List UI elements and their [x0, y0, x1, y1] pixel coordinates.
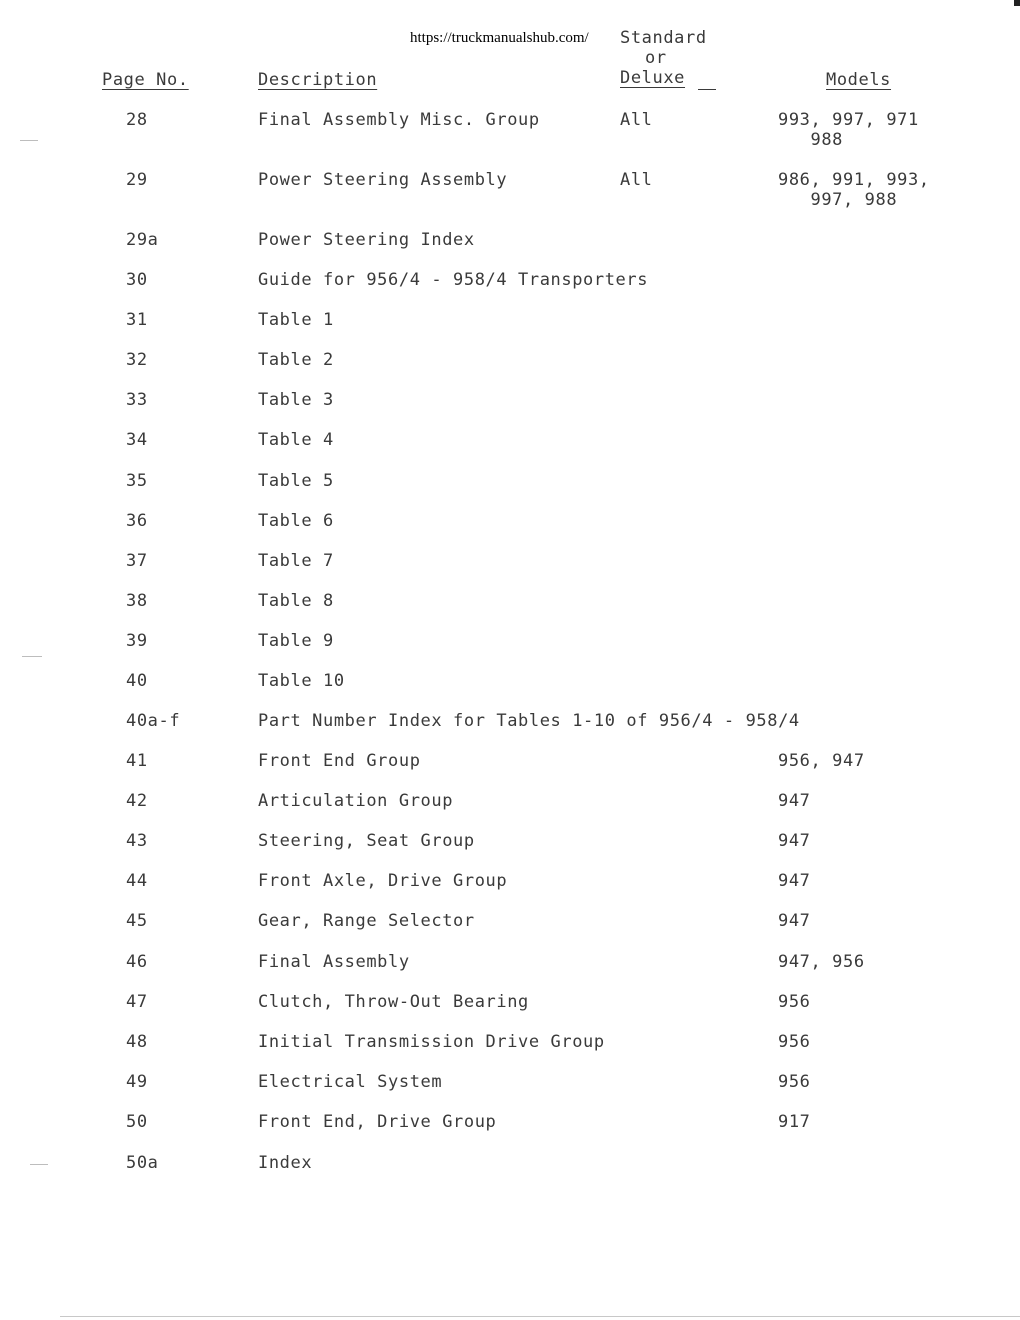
page-number: 43	[126, 831, 148, 851]
models: 988	[778, 130, 844, 150]
standard-or-deluxe: All	[620, 110, 653, 130]
description: Final Assembly Misc. Group	[258, 110, 540, 130]
page-number: 45	[126, 911, 148, 931]
table-row	[0, 1153, 1020, 1173]
scan-artifact	[20, 140, 38, 141]
page-number: 33	[126, 390, 148, 410]
page-number: 41	[126, 751, 148, 771]
description: Table 3	[258, 390, 334, 410]
description: Electrical System	[258, 1072, 443, 1092]
models: 947	[778, 831, 811, 851]
header-standard-line1: Standard	[620, 28, 707, 48]
description: Final Assembly	[258, 952, 410, 972]
table-row	[0, 230, 1020, 250]
models: 947, 956	[778, 952, 865, 972]
header-models: Models	[826, 70, 892, 90]
watermark-url: https://truckmanualshub.com/	[410, 30, 589, 46]
table-row	[0, 791, 1020, 811]
description: Table 10	[258, 671, 345, 691]
description: Table 1	[258, 310, 334, 330]
bottom-edge-line	[60, 1316, 1020, 1317]
description: Guide for 956/4 - 958/4 Transporters	[258, 270, 649, 290]
table-row	[0, 1112, 1020, 1132]
header-page-no: Page No.	[102, 70, 189, 90]
page-number: 50	[126, 1112, 148, 1132]
models: 997, 988	[778, 190, 898, 210]
models: 917	[778, 1112, 811, 1132]
table-row	[0, 911, 1020, 931]
description: Part Number Index for Tables 1-10 of 956/4 - 958/4	[258, 711, 800, 731]
description: Table 7	[258, 551, 334, 571]
description: Table 9	[258, 631, 334, 651]
table-row	[0, 430, 1020, 450]
header-underline-extension	[698, 89, 716, 90]
page-number: 29	[126, 170, 148, 190]
page-number: 30	[126, 270, 148, 290]
table-row	[0, 551, 1020, 571]
table-row	[0, 1072, 1020, 1092]
header-standard-line3: Deluxe	[620, 68, 686, 88]
description: Table 8	[258, 591, 334, 611]
description: Table 6	[258, 511, 334, 531]
description: Power Steering Assembly	[258, 170, 508, 190]
table-row	[0, 350, 1020, 370]
page-number: 50a	[126, 1153, 159, 1173]
table-row	[0, 1032, 1020, 1052]
page-number: 39	[126, 631, 148, 651]
page-number: 35	[126, 471, 148, 491]
page-number: 40a-f	[126, 711, 181, 731]
models: 956	[778, 992, 811, 1012]
table-row	[0, 992, 1020, 1012]
table-row	[0, 711, 1020, 731]
table-row	[0, 831, 1020, 851]
table-row	[0, 390, 1020, 410]
page-number: 32	[126, 350, 148, 370]
description: Table 5	[258, 471, 334, 491]
models: 956, 947	[778, 751, 865, 771]
standard-or-deluxe: All	[620, 170, 653, 190]
table-row	[0, 871, 1020, 891]
table-row	[0, 270, 1020, 290]
description: Table 4	[258, 430, 334, 450]
page-number: 36	[126, 511, 148, 531]
page-number: 47	[126, 992, 148, 1012]
page-number: 42	[126, 791, 148, 811]
page-number: 37	[126, 551, 148, 571]
description: Power Steering Index	[258, 230, 475, 250]
description: Front End, Drive Group	[258, 1112, 497, 1132]
page-number: 46	[126, 952, 148, 972]
models: 947	[778, 791, 811, 811]
table-row	[0, 631, 1020, 651]
page-number: 44	[126, 871, 148, 891]
models: 993, 997, 971	[778, 110, 919, 130]
description: Front End Group	[258, 751, 421, 771]
models: 986, 991, 993,	[778, 170, 930, 190]
scan-artifact	[30, 1164, 48, 1165]
scan-artifact	[22, 656, 42, 657]
table-row	[0, 310, 1020, 330]
table-row	[0, 952, 1020, 972]
description: Articulation Group	[258, 791, 454, 811]
page-number: 48	[126, 1032, 148, 1052]
page-number: 38	[126, 591, 148, 611]
description: Steering, Seat Group	[258, 831, 475, 851]
description: Gear, Range Selector	[258, 911, 475, 931]
page-number: 29a	[126, 230, 159, 250]
scan-mark	[1014, 0, 1020, 6]
page-number: 28	[126, 110, 148, 130]
table-row	[0, 751, 1020, 771]
description: Front Axle, Drive Group	[258, 871, 508, 891]
page-number: 34	[126, 430, 148, 450]
header-description: Description	[258, 70, 378, 90]
description: Index	[258, 1153, 313, 1173]
table-row	[0, 170, 1020, 210]
page-number: 40	[126, 671, 148, 691]
models: 947	[778, 911, 811, 931]
description: Clutch, Throw-Out Bearing	[258, 992, 529, 1012]
description: Initial Transmission Drive Group	[258, 1032, 605, 1052]
page-number: 49	[126, 1072, 148, 1092]
models: 956	[778, 1072, 811, 1092]
table-row	[0, 671, 1020, 691]
table-row	[0, 471, 1020, 491]
table-row	[0, 110, 1020, 150]
description: Table 2	[258, 350, 334, 370]
table-row	[0, 511, 1020, 531]
table-row	[0, 591, 1020, 611]
header-standard-line2: or	[645, 48, 667, 68]
models: 956	[778, 1032, 811, 1052]
page-number: 31	[126, 310, 148, 330]
models: 947	[778, 871, 811, 891]
